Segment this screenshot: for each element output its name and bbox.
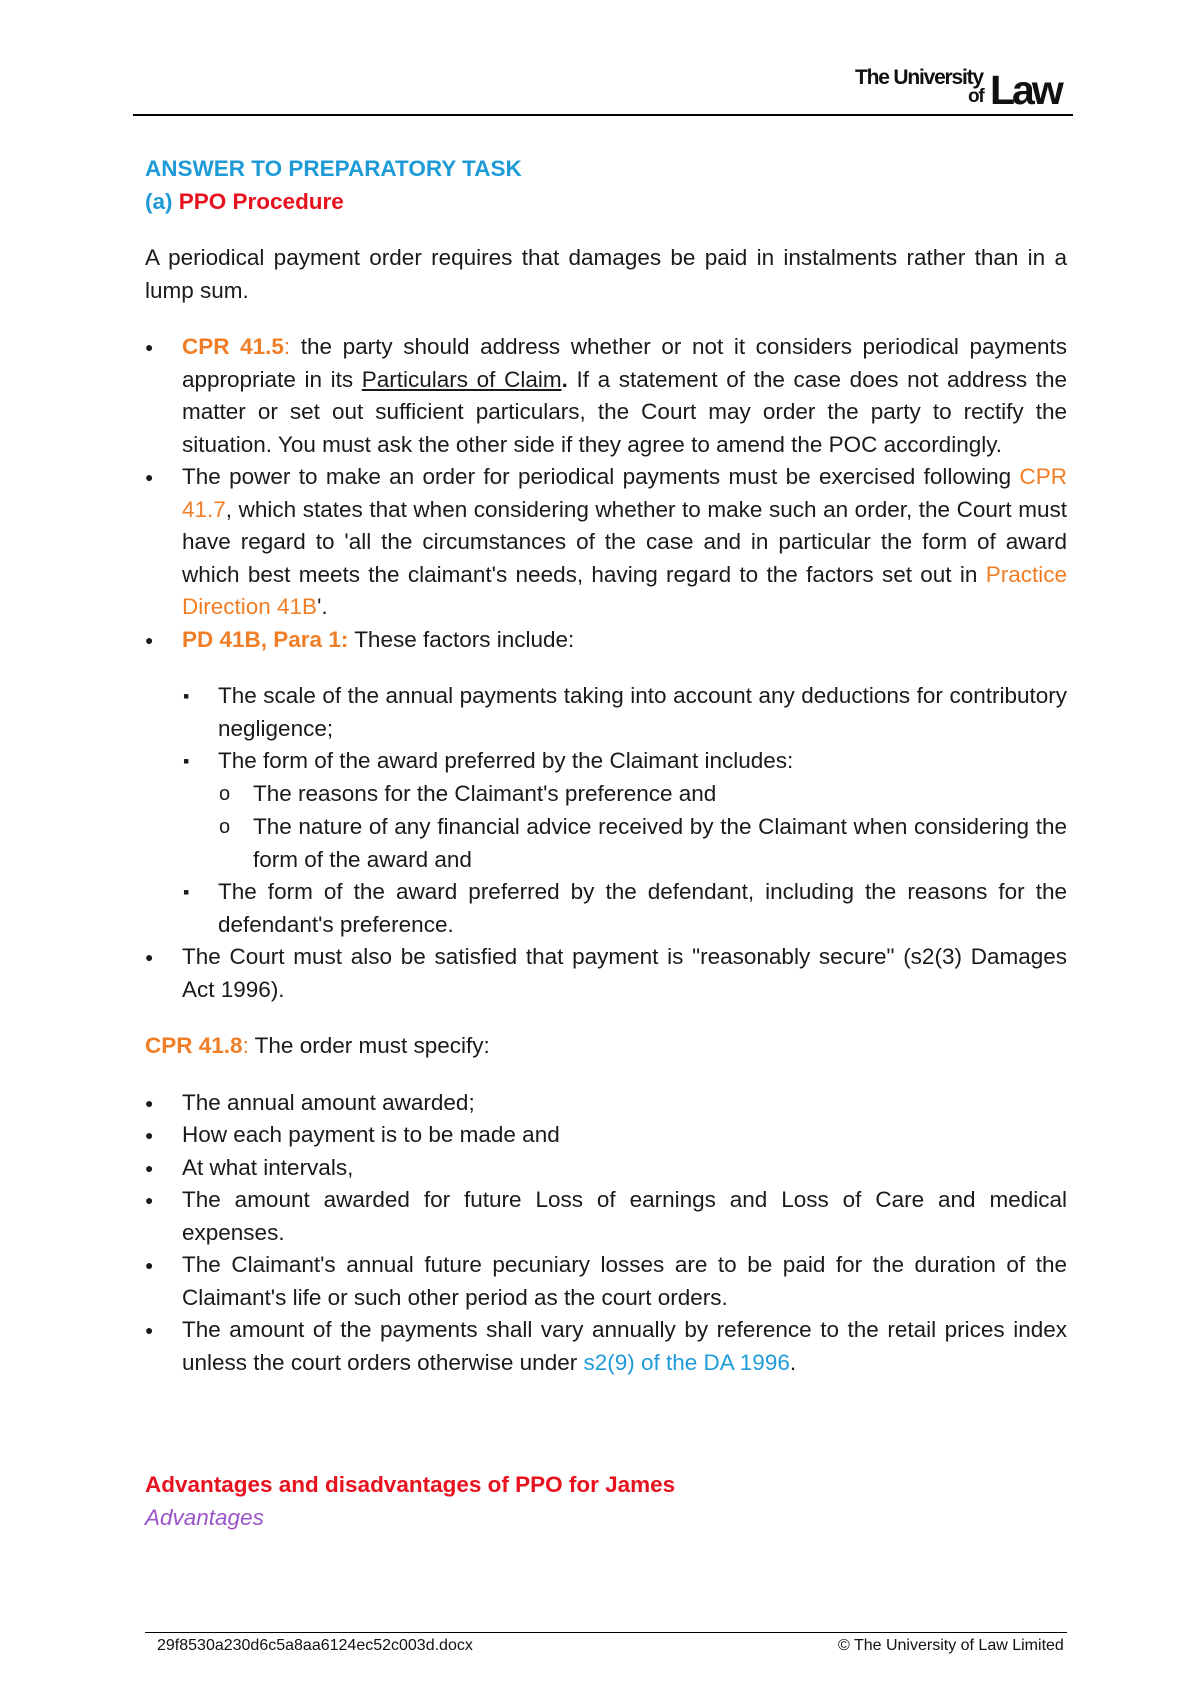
section-a-label: (a) <box>145 188 173 214</box>
logo-line-2: of <box>968 86 984 107</box>
separator: : <box>283 334 291 359</box>
bullet-text: The power to make an order for periodical payments must be exercised following <box>182 464 1020 489</box>
list-item: ● The annual amount awarded; <box>145 1087 1067 1120</box>
paragraph-text: The order must specify: <box>248 1033 490 1058</box>
cpr-41-5-ref: CPR 41.5 <box>182 334 284 359</box>
list-item <box>145 1314 1067 1379</box>
page-title: ANSWER TO PREPARATORY TASK <box>145 156 522 181</box>
advantages-heading: Advantages and disadvantages of PPO for James <box>145 1472 676 1497</box>
list-item: ▪ The form of the award preferred by the Claimant includes: <box>145 745 1067 778</box>
logo-line-3: Law <box>990 67 1061 113</box>
bullet-text: If a statement of the case does not address the matter or set out sufficient particulars, the Court may order the party to rectify the situation. You must ask the other side if they agree to amend the POC accordingly. <box>182 366 1067 457</box>
procedure-list-cont <box>145 941 1067 1006</box>
list-item: ● The Claimant's annual future pecuniary losses are to be paid for the duration of the Claimant's life or such other period as the court orders. <box>145 1249 1067 1314</box>
header-divider <box>133 114 1073 116</box>
logo-line-1: The University <box>855 66 983 89</box>
section-a-title: PPO Procedure <box>178 188 344 214</box>
list-item: ● The amount awarded for future Loss of earnings and Loss of Care and medical expenses. <box>145 1184 1067 1249</box>
claimant-preference-list <box>145 778 1067 877</box>
list-item: ▪ The form of the award preferred by the defendant, including the reasons for the defendant's preference. <box>145 876 1067 941</box>
factors-list-cont <box>145 876 1067 941</box>
bullet-text: '. <box>317 594 328 619</box>
separator: . <box>561 366 568 392</box>
advantages-subheading: Advantages <box>145 1504 264 1530</box>
list-item: o The reasons for the Claimant's preference and <box>145 778 1067 811</box>
list-item <box>145 461 1067 624</box>
procedure-list <box>145 331 1067 656</box>
factors-list <box>145 680 1067 778</box>
footer-divider <box>145 1632 1067 1633</box>
bullet-text: The amount of the payments shall vary annually by reference to the retail prices index unless the court orders otherwise under <box>182 1317 1067 1375</box>
order-specification-list <box>145 1087 1067 1380</box>
separator: : <box>242 1033 249 1058</box>
list-item: ● The Court must also be satisfied that payment is "reasonably secure" (s2(3) Damages Act 1996). <box>145 941 1067 1006</box>
practice-direction-ref: Practice Direction 41B <box>182 561 1067 619</box>
university-of-law-logo <box>855 64 1070 112</box>
list-item: ▪ The scale of the annual payments taking into account any deductions for contributory negligence; <box>145 680 1067 745</box>
bullet-text: . <box>789 1349 797 1375</box>
bullet-text: the party should address whether or not it considers periodical payments appropriate in its <box>182 334 1067 392</box>
bullet-text: , which states that when considering whether to make such an order, the Court must have regard to 'all the circumstances of the case and in particular the form of award which best meets the claimant's needs, having regard to the factors set out in <box>182 496 1067 587</box>
bullet-text: These factors include: <box>348 626 575 652</box>
cpr-41-8-ref: CPR 41.8 <box>145 1033 243 1058</box>
list-item: ● At what intervals, <box>145 1152 1067 1185</box>
pd-41b-ref: PD 41B, Para 1: <box>182 626 349 652</box>
section-a-heading <box>145 186 1067 219</box>
list-item: o The nature of any financial advice received by the Claimant when considering the form of the award and <box>145 811 1067 876</box>
list-item: ● How each payment is to be made and <box>145 1119 1067 1152</box>
document-body <box>145 153 1067 1534</box>
cpr-41-7-ref: CPR 41.7 <box>182 464 1067 522</box>
cpr-41-8-paragraph <box>145 1030 1067 1063</box>
list-item <box>145 331 1067 461</box>
list-item <box>145 624 1067 657</box>
s2-9-da-1996-ref: s2(9) of the DA 1996 <box>583 1349 790 1375</box>
intro-paragraph: A periodical payment order requires that damages be paid in instalments rather than in a lump sum. <box>145 245 1067 303</box>
footer-copyright: © The University of Law Limited <box>838 1637 1064 1654</box>
particulars-of-claim-link[interactable]: Particulars of Claim <box>361 366 562 392</box>
footer-filename: 29f8530a230d6c5a8aa6124ec52c003d.docx <box>157 1637 473 1654</box>
